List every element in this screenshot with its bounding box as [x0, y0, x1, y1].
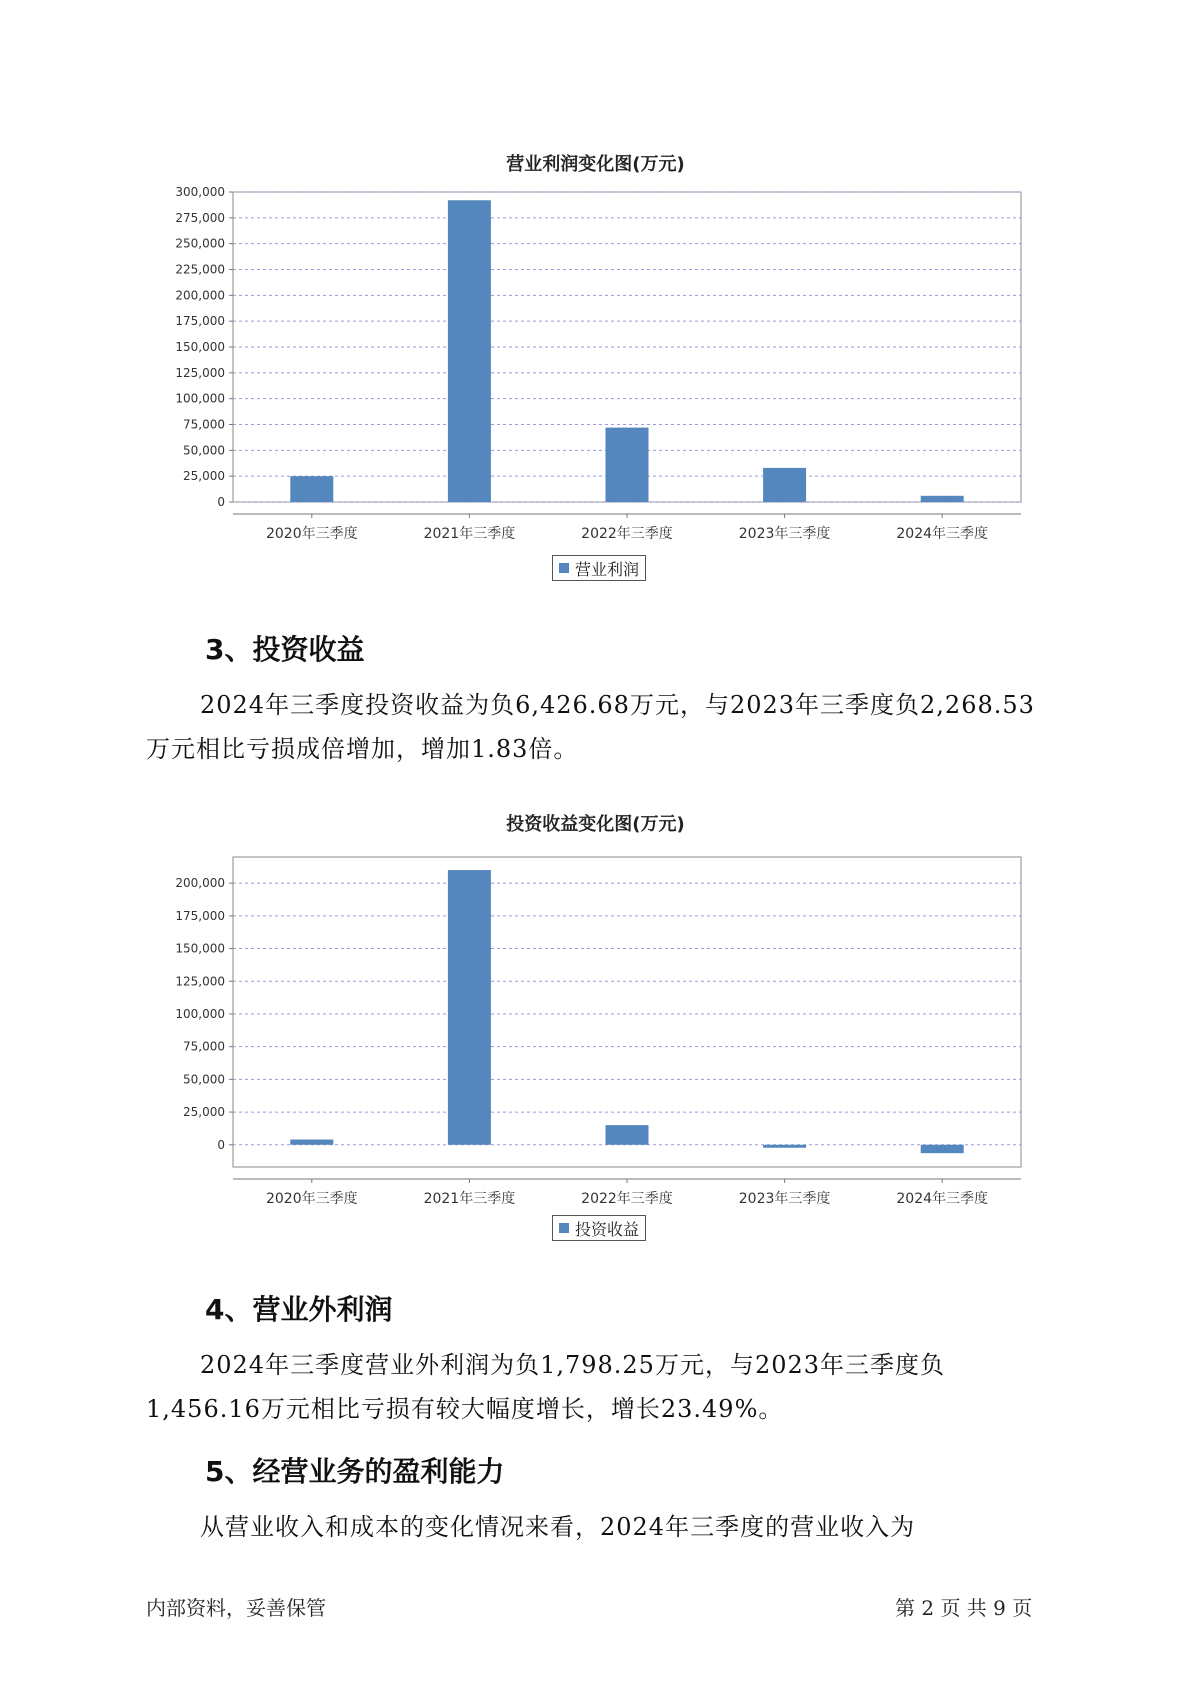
- chart1-ytick-label: 0: [217, 495, 225, 509]
- chart1-ytick-label: 25,000: [183, 469, 225, 484]
- chart1-bar: [448, 200, 491, 502]
- section5-paragraph: [146, 1505, 1076, 1549]
- chart2-xtick-label: 2022年三季度: [581, 1191, 673, 1207]
- chart1-ytick-label: 225,000: [175, 262, 225, 277]
- section4-line1: 2024年三季度营业外利润为负1,798.25万元，与2023年三季度负: [200, 1351, 946, 1379]
- chart2-legend: [552, 1215, 646, 1241]
- section5-line1: 从营业收入和成本的变化情况来看，2024年三季度的营业收入为: [200, 1513, 916, 1541]
- section3-line2: 万元相比亏损成倍增加，增加1.83倍。: [146, 735, 579, 763]
- chart2-bar: [763, 1145, 806, 1148]
- chart1-ytick-label: 100,000: [175, 391, 225, 406]
- chart2-ytick-label: 50,000: [183, 1072, 225, 1087]
- chart1-ytick-label: 50,000: [183, 443, 225, 458]
- chart2-bar: [606, 1125, 649, 1145]
- chart1-legend-swatch: [559, 563, 569, 573]
- section3-line1: 2024年三季度投资收益为负6,426.68万元，与2023年三季度负2,268.53: [200, 691, 1035, 719]
- chart2-ytick-label: 0: [217, 1137, 225, 1152]
- chart1-xtick-label: 2024年三季度: [896, 526, 989, 542]
- chart1-ytick-label: 275,000: [175, 210, 225, 225]
- section5-heading: 5、经营业务的盈利能力: [205, 1455, 505, 1488]
- chart1-xtick-label: 2022年三季度: [581, 526, 673, 542]
- chart2-ytick-label: 75,000: [183, 1039, 225, 1054]
- chart1-xtick-label: 2023年三季度: [738, 526, 831, 542]
- operating-profit-chart: [0, 170, 1191, 550]
- chart2-bar: [448, 870, 491, 1145]
- chart2-xtick-label: 2023年三季度: [738, 1191, 831, 1207]
- investment-income-chart: [0, 835, 1191, 1215]
- chart1-bar: [290, 476, 333, 502]
- chart1-ytick-label: 200,000: [175, 288, 225, 303]
- chart2-title: 投资收益变化图(万元): [506, 814, 685, 835]
- chart1-legend: [552, 555, 646, 581]
- footer-confidential-note: 内部资料，妥善保管: [146, 1596, 326, 1620]
- chart2-ytick-label: 125,000: [175, 974, 225, 989]
- chart1-ytick-label: 75,000: [183, 417, 225, 432]
- chart1-ytick-label: 250,000: [175, 236, 225, 251]
- footer-page-number: 第 2 页 共 9 页: [895, 1596, 1033, 1620]
- chart2-ytick-label: 200,000: [175, 876, 225, 891]
- section3-heading: 3、投资收益: [205, 633, 365, 666]
- chart2-xtick-label: 2020年三季度: [265, 1191, 358, 1207]
- section3-paragraph: [146, 683, 1076, 771]
- chart2-legend-label: 投资收益: [575, 1219, 640, 1239]
- chart1-ytick-label: 150,000: [175, 340, 225, 354]
- chart2-xtick-label: 2024年三季度: [896, 1191, 989, 1207]
- chart1-ytick-label: 175,000: [175, 314, 225, 329]
- chart2-legend-swatch: [559, 1223, 569, 1233]
- chart2-xtick-label: 2021年三季度: [423, 1191, 516, 1207]
- chart2-ytick-label: 100,000: [175, 1006, 225, 1021]
- chart1-bar: [921, 496, 964, 502]
- chart1-title: 营业利润变化图(万元): [506, 154, 685, 175]
- chart2-bar: [921, 1145, 964, 1153]
- chart1-bar: [763, 468, 806, 502]
- chart1-legend-label: 营业利润: [575, 559, 640, 579]
- chart1-ytick-label: 125,000: [175, 365, 225, 380]
- section4-line2: 1,456.16万元相比亏损有较大幅度增长，增长23.49%。: [146, 1395, 784, 1423]
- chart1-xtick-label: 2020年三季度: [265, 526, 358, 542]
- chart2-plot-area: [233, 857, 1021, 1167]
- chart1-xtick-label: 2021年三季度: [423, 526, 516, 542]
- chart2-ytick-label: 175,000: [175, 908, 225, 923]
- chart1-ytick-label: 300,000: [175, 185, 225, 199]
- section4-paragraph: [146, 1343, 1076, 1431]
- chart2-bar: [290, 1140, 333, 1145]
- chart2-ytick-label: 25,000: [183, 1105, 225, 1120]
- section4-heading: 4、营业外利润: [205, 1293, 393, 1326]
- chart1-bar: [606, 428, 649, 502]
- chart2-ytick-label: 150,000: [175, 941, 225, 956]
